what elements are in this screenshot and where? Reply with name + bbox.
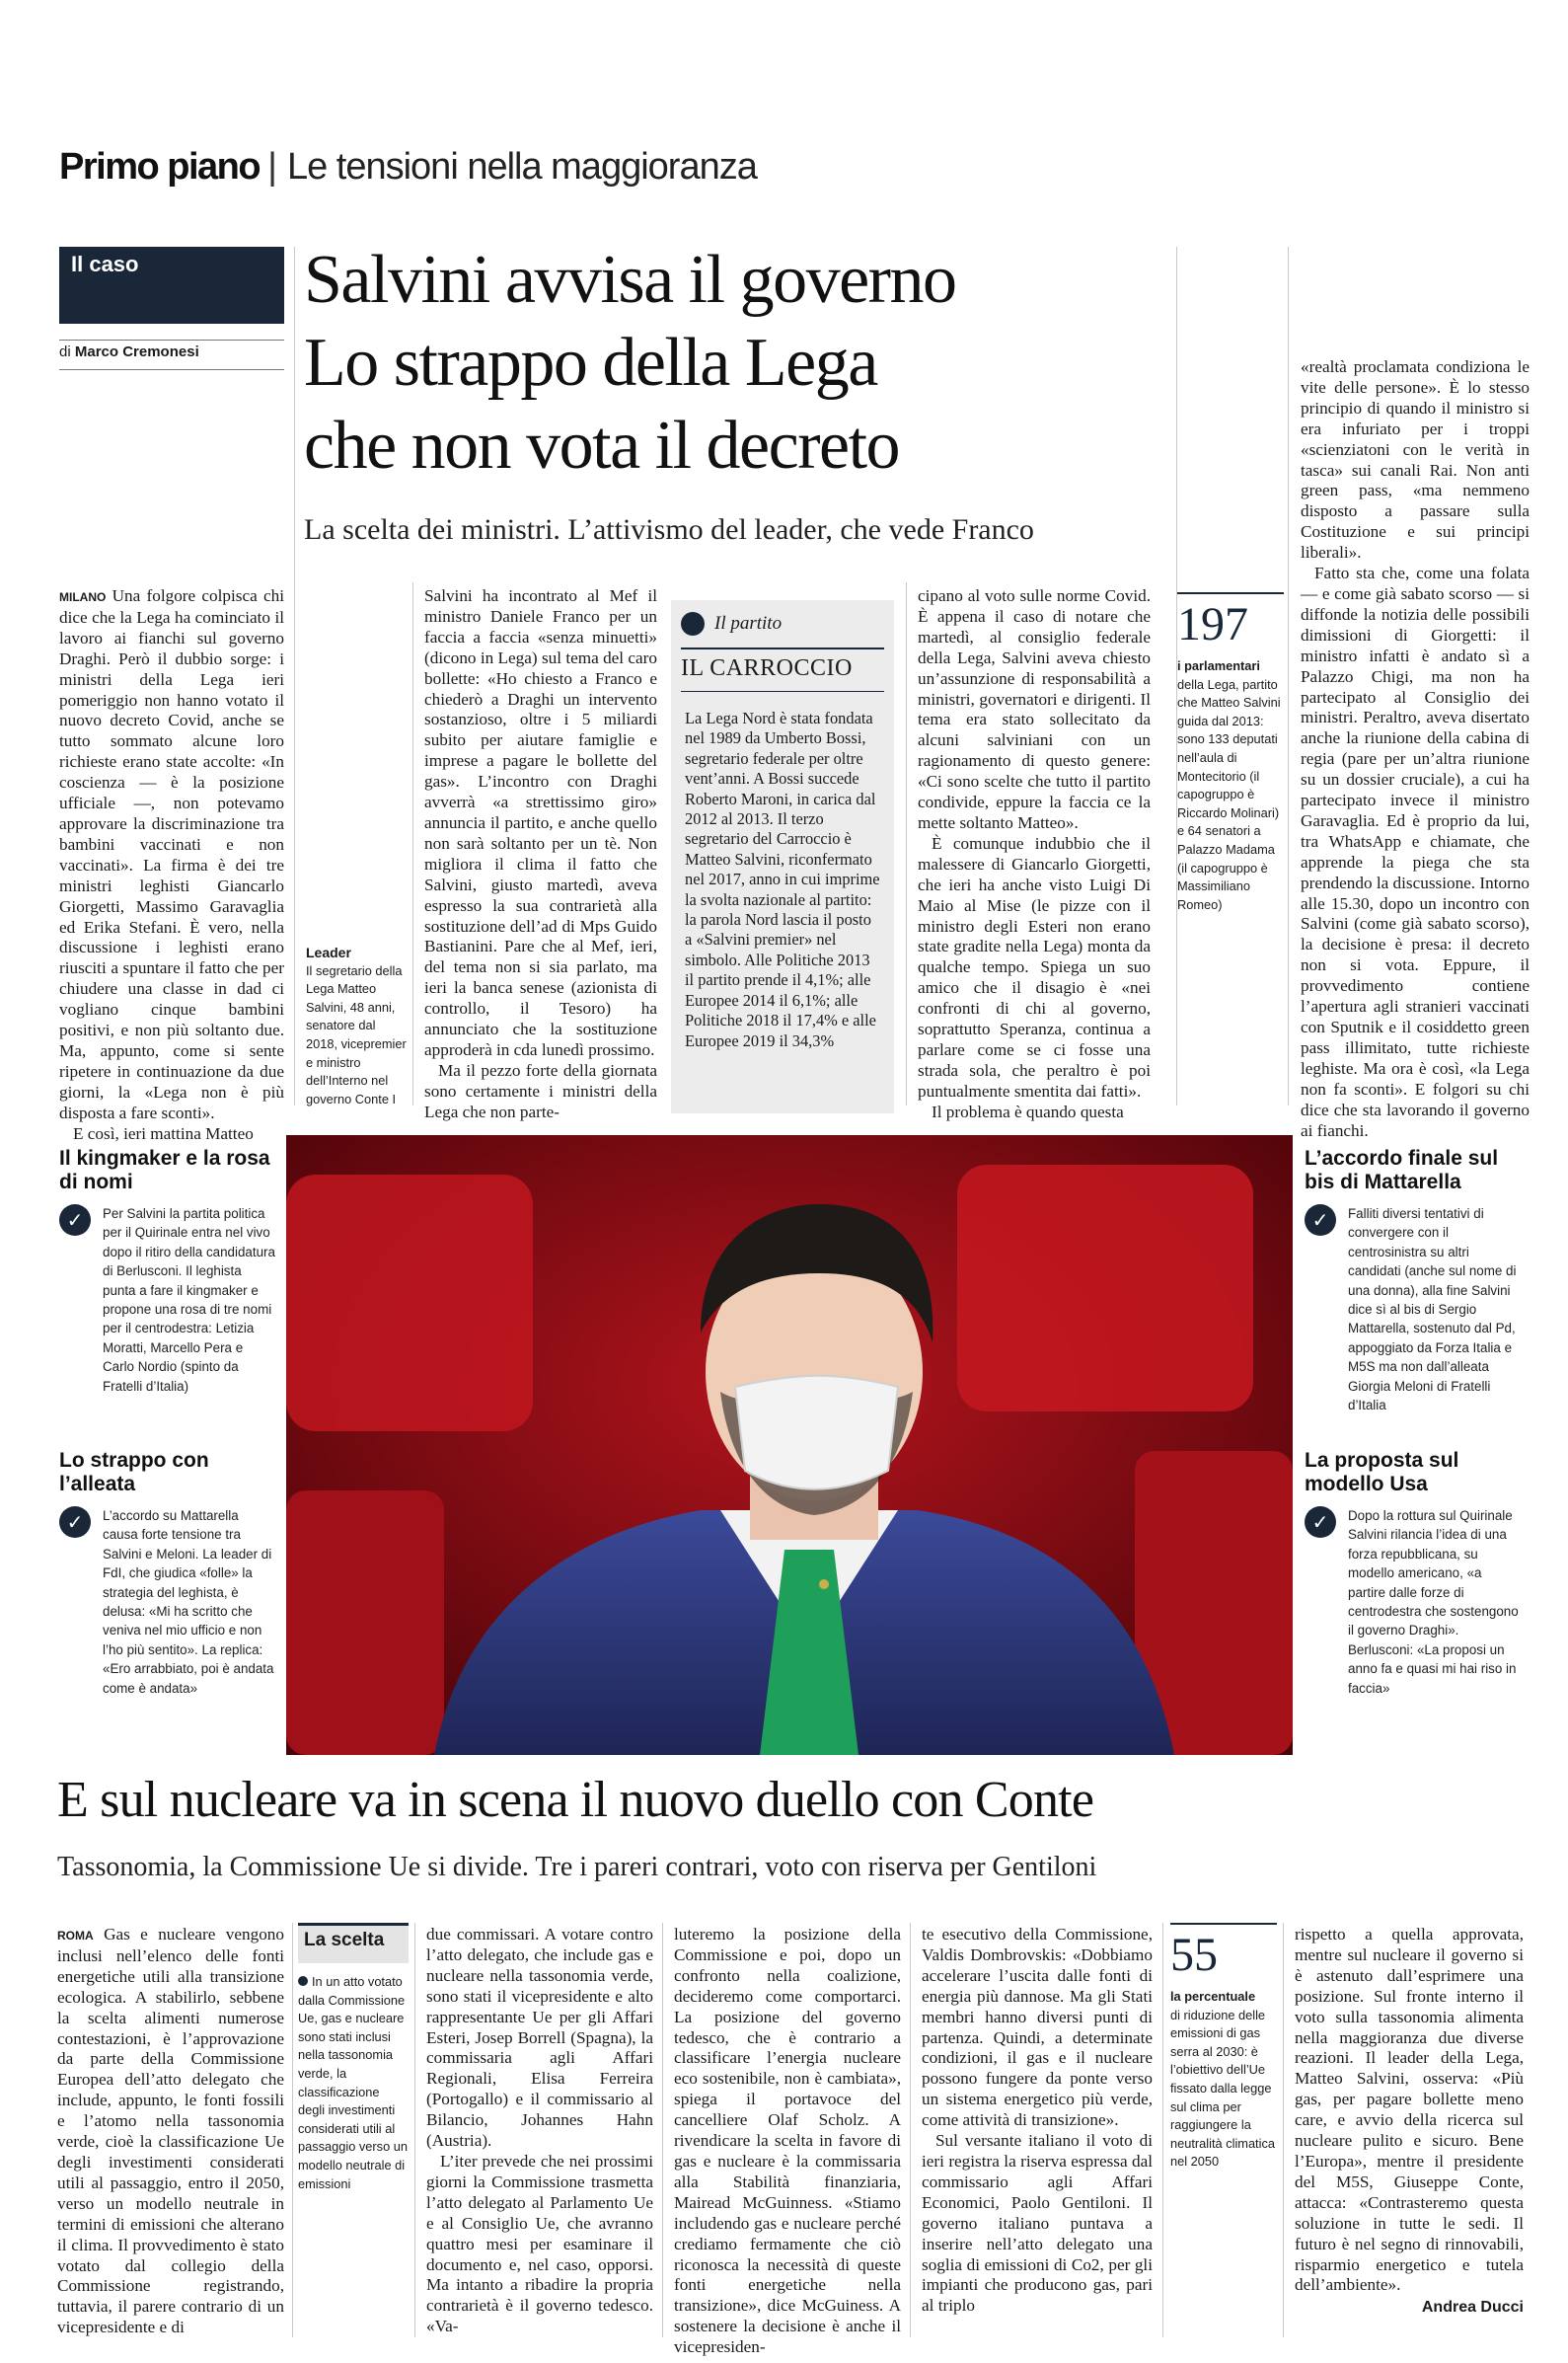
article2-column-3 — [674, 1925, 901, 2358]
stat-label: i parlamentari — [1177, 658, 1260, 673]
leader-caption-label: Leader — [306, 945, 351, 960]
main-headline — [304, 239, 1192, 488]
article2-col1-text: Gas e nucleare vengono inclusi nell’elenco delle fonti energetiche utili alla transizione ecologica. A stabilirlo, sebbene la scelta alimenti numerose contestazioni, è l’approvazione da parte della Commissione Europea dell’atto delegato che include, appunto, le fonti fossili e l’atomo nella tassonomia verde, cioè la classificazione Ue degli investimenti considerati utili al passaggio, entro il 2050, verso un modello neutrale in termini di emissioni che alterano il clima. Il provvedimento è stato votato dal collegio della Commissione registrando, tuttavia, il parere contrario di un vicepresidente e di — [57, 1925, 284, 2337]
article2-author: Andrea Ducci — [1421, 2299, 1524, 2317]
col-rule — [292, 1923, 293, 2337]
checkmark-icon: ✓ — [1305, 1506, 1336, 1538]
navy-dot-icon — [298, 1976, 308, 1986]
dateline: MILANO — [59, 590, 107, 604]
choice-title: La scelta — [304, 1930, 385, 1950]
stat-text: della Lega, partito che Matteo Salvini guida dal 2013: sono 133 deputati nell’aula di Montecitorio (il capogruppo è Riccardo Molinari) e 64 senatori a Palazzo Madama (il capogruppo è Massimiliano Romeo) — [1177, 676, 1281, 912]
col-rule — [1162, 1923, 1163, 2337]
party-kicker — [681, 612, 782, 636]
section-separator: | — [267, 146, 277, 188]
stat-rule — [1170, 1923, 1277, 1925]
col-rule — [294, 247, 295, 1105]
article2-dateline: ROMA — [57, 1929, 94, 1943]
article1-col1-end: E così, ieri mattina Matteo — [73, 1123, 254, 1143]
article2-subheadline: Tassonomia, la Commissione Ue si divide. Tre i pareri contrari, voto con riserva per Gentiloni — [57, 1852, 1097, 1882]
stat-number: 197 — [1177, 598, 1248, 650]
right-sidebar-title: La proposta sul modello Usa — [1305, 1449, 1459, 1495]
leader-caption-text: Il segretario della Lega Matteo Salvini, 48 anni, senatore dal 2018, vicepremier e ministro dell’Interno nel governo Conte I — [306, 962, 407, 1106]
article2-column-1 — [57, 1925, 284, 2338]
article1-col3-text: cipano al voto sulle norme Covid. È appena il caso di notare che martedì, al consiglio federale della Lega, Salvini aveva chiesto un’assunzione di responsabilità a ministri, governatori e dirigenti. Il tema era stato sollecitato da alcuni salviniani con un ragionamento di questo genere: «Ci sono scelte che tutto il partito condivide, eppure la faccia ce la mette soltanto Matteo». — [918, 586, 1151, 832]
article2-column-4 — [922, 1925, 1153, 2317]
right-sidebar-item — [1305, 1449, 1522, 1698]
headline-line-1: Salvini avvisa il governo — [304, 242, 956, 318]
right-sidebar-text: Dopo la rottura sul Quirinale Salvini rilancia l’idea di una forza repubblicana, su modello americano, «a partire dalle forze di centrodestra che sostengono il governo Draghi». Berlusconi: «La proposi un anno fa e quasi mi hai riso in faccia» — [1348, 1508, 1519, 1696]
choice-text: In un atto votato dalla Commissione Ue, gas e nucleare sono stati inclusi nella tassonomia verde, la classificazione degli investimenti considerati utili al passaggio verso un modello neutrale di emissioni — [298, 1974, 408, 2191]
article1-column-2 — [424, 586, 657, 1123]
checkmark-icon: ✓ — [1305, 1204, 1336, 1236]
party-title: IL CARROCCIO — [681, 655, 853, 681]
article1-column-3 — [918, 586, 1151, 1123]
salvini-photo — [286, 1135, 1293, 1755]
col-rule — [414, 1923, 415, 2337]
stat-55 — [1170, 1923, 1277, 2172]
kicker-box — [59, 247, 284, 324]
checkmark-icon: ✓ — [59, 1204, 91, 1236]
party-box — [671, 600, 894, 1113]
party-rule — [681, 691, 884, 692]
article1-col2-b: Ma il pezzo forte della giornata sono certamente i ministri della Lega che non parte- — [424, 1060, 657, 1121]
main-subheadline: La scelta dei ministri. L’attivismo del leader, che vede Franco — [304, 513, 1034, 546]
article1-col4-b: Fatto sta che, come una folata — e come già sabato scorso — si diffonde la notizia delle possibili dimissioni di Giorgetti: il ministro infatti è andato sì a Palazzo Chigi, ma non ha partecipato al Consiglio dei ministri. Peraltro, aveva disertato anche la riunione della cabina di regia (pare per un’altra riunione su un dossier cruciale), a cui ha partecipato invece il ministro Garavaglia. Ed è proprio da lui, tra WhatsApp e chiamate, che apprende la piega che sta prendendo la discussione. Intorno alle 15.30, dopo un incontro con Salvini (come già sabato scorso), la decisione è presa: il decreto non si vota. Eppure, il provvedimento contiene l’apertura agli stranieri vaccinati con Sputnik e il cosiddetto green pass illimitato, tutte richieste leghiste. Ma ora è così, «la Lega non fa sconti». E folgori su chi dice che sta lavorando il governo ai fianchi. — [1301, 564, 1530, 1140]
byline-prefix: di — [59, 343, 71, 360]
article1-col3-end: Il problema è quando questa — [932, 1102, 1124, 1121]
col-rule — [906, 582, 907, 1105]
party-kicker-label: Il partito — [714, 613, 783, 634]
choice-title-bar — [298, 1923, 409, 1963]
right-sidebar-item — [1305, 1147, 1522, 1414]
col-rule — [662, 1923, 663, 2337]
article1-col2-text: Salvini ha incontrato al Mef il ministro Daniele Franco per un faccia a faccia «senza minuetti» (dicono in Lega) sul tema del caro bollette: «Ho chiesto a Franco e chiederò a Draghi un intervento sostanzioso, oltre i 5 miliardi subito per aiutare famiglie e imprese a pagare le bollette del gas». L’incontro con Draghi avverrà «a strettissimo giro» annuncia il partito, e anche quello non sarà soltanto per un tè. Non migliora il clima il fatto che Salvini, giusto martedì, aveva espresso la sua contrarietà alla sostituzione dell’ad di Mps Guido Bastianini. Pare che al Mef, ieri, del tema non si sia parlato, ma ieri la banca senese (azionista di controllo, il Tesoro) ha annunciato che la sostituzione approderà in cda lunedì prossimo. — [424, 586, 657, 1059]
article2-column-5 — [1295, 1925, 1524, 2319]
stat-197 — [1177, 592, 1284, 914]
leader-caption — [306, 944, 409, 1108]
topic-label: Le tensioni nella maggioranza — [286, 146, 757, 188]
stat-number: 55 — [1170, 1929, 1218, 1981]
left-sidebar-item — [59, 1449, 276, 1698]
party-rule — [681, 648, 884, 649]
right-sidebar-text: Falliti diversi tentativi di convergere con il centrosinistra su altri candidati (anche sul nome di una donna), alla fine Salvini dice sì al bis di Sergio Mattarella, sostenuto dal Pd, appoggiato da Forza Italia e M5S ma non dall’alleata Giorgia Meloni di Fratelli d’Italia — [1348, 1206, 1517, 1413]
party-text: La Lega Nord è stata fondata nel 1989 da Umberto Bossi, segretario federale per oltre vent’anni. A Bossi succede Roberto Maroni, in carica dal 2012 al 2013. Il terzo segretario del Carroccio è Matteo Salvini, riconfermato nel 2017, anno in cui imprime la svolta nazionale al partito: la parola Nord lascia il posto a «Salvini premier» nel simbolo. Alle Politiche 2013 il partito prende il 4,1%; alle Europee 2014 il 6,1%; alle Politiche 2018 il 17,4% e alle Europee 2019 il 34,3% — [685, 709, 880, 1050]
article1-col3-b: È comunque indubbio che il malessere di Giancarlo Giorgetti, che ieri ha anche visto Luigi Di Maio al Mise (le pizze con il ministro degli Esteri non erano state gradite nella Lega) monta da qualche tempo. Spiega un suo amico che il disagio è «nei confronti di chi al governo, soprattutto Speranza, continua a parlare come se ci fosse una strada sola, che peraltro è poi puntualmente smentita dai fatti». — [918, 833, 1151, 1101]
article2-column-2 — [426, 1925, 653, 2337]
article2-col5-text: rispetto a quella approvata, mentre sul nucleare il governo si è astenuto dall’esprimere una posizione. Sul fronte interno il voto sulla tassonomia alimenta nella maggioranza due diverse reazioni. Il leader della Lega, Matteo Salvini, osserva: «Più gas, per pagare bollette meno care, e avvio della ricerca sul nucleare pulito e sicuro. Bene l’Europa», mentre il presidente del M5S, Giuseppe Conte, attacca: «Contrasteremo questa soluzione in tutte le sedi. Il futuro è nel segno di rinnovabili, risparmio energetico e tutela dell’ambiente». — [1295, 1925, 1524, 2295]
section-label: Primo piano — [59, 146, 261, 188]
headline-line-2: Lo strappo della Lega — [304, 325, 877, 401]
byline-rule-top — [59, 340, 284, 341]
col-rule — [1283, 1923, 1284, 2337]
left-sidebar-title: Il kingmaker e la rosa di nomi — [59, 1147, 270, 1193]
article2-headline: E sul nucleare va in scena il nuovo duello con Conte — [57, 1772, 1094, 1828]
stat-label: la percentuale — [1170, 1989, 1256, 2004]
left-sidebar-item — [59, 1147, 276, 1396]
left-sidebar-text: Per Salvini la partita politica per il Quirinale entra nel vivo dopo il ritiro della candidatura di Berlusconi. Il leghista punta a fare il kingmaker e propone una rosa di tre nomi per il centrodestra: Letizia Moratti, Marcello Pera e Carlo Nordio (spinto da Fratelli d’Italia) — [103, 1206, 275, 1394]
article2-col2-text: due commissari. A votare contro l’atto delegato, che include gas e nucleare nella tassonomia verde, sono stati il vicepresidente e alto rappresentante Ue per gli Affari Esteri, Josep Borrell (Spagna), la commissaria agli Affari Regionali, Elisa Ferreira (Portogallo) e il commissario al Bilancio, Johannes Hahn (Austria). — [426, 1925, 653, 2151]
checkmark-icon: ✓ — [59, 1506, 91, 1538]
article1-col4-text: «realtà proclamata condiziona le vite delle persone». È lo stesso principio di quando il ministro si era infuriato per i troppi «scienziatoni con le verità in tasca» sui canali Rai. Non anti green pass, «ma nemmeno disposto a passare sulla Costituzione e sui principi liberali». — [1301, 357, 1530, 563]
article2-col3-text: luteremo la posizione della Commissione e poi, dopo un confronto nella coalizione, decideremo come comportarci. La posizione del governo tedesco, che è contrario a classificare l’energia nucleare eco sostenibile, non è cambiata», spiega il portavoce del cancelliere Olaf Scholz. A rivendicare la scelta in favore di gas e nucleare è la commissaria alla Stabilità finanziaria, Mairead McGuinness. «Stiamo includendo gas e nucleare perché crediamo fermamente che ciò riconosca la necessità di queste fonti energetiche nella transizione», dice McGuiness. A sostenere la decisione è anche il vicepresiden- — [674, 1925, 901, 2357]
article2-col4-b: Sul versante italiano il voto di ieri registra la riserva espressa dal commissario agli Affari Economici, Paolo Gentiloni. Il governo italiano puntava a inserire nell’atto delegato una soglia di emissioni di Co2, per gli impianti che producono gas, pari al triplo — [922, 2131, 1153, 2316]
photo-illustration — [286, 1135, 1293, 1755]
article1-col1-text: Una folgore colpisca chi dice che la Lega ha cominciato il lavoro ai fianchi sul governo Draghi. Però il dubbio sorge: i ministri della Lega ieri pomeriggio non hanno votato il nuovo decreto Covid, anche se tutto sommato alcune loro richieste erano state accolte: «In coscienza — è la posizione ufficiale —, non potevamo approvare la discriminazione tra bambini vaccinati e non vaccinati». La firma è dei tre ministri leghisti Giancarlo Giorgetti, Massimo Garavaglia ed Erika Stefani. È vero, nella discussione i leghisti erano riusciti a spuntare il fatto che per chiudere una classe in dad ci vogliano cinque bambini positivi, e non più soltanto due. Ma, appunto, come si sente ripetere in continuazione da due giorni, la «Lega non è più disposta a fare sconti». — [59, 586, 285, 1122]
article2-col2-b: L’iter prevede che nei prossimi giorni la Commissione trasmetta l’atto delegato al Parlamento Ue e al Consiglio Ue, che avranno quattro mesi per esaminare il documento e, nel caso, opporsi. Ma intanto a ribadire la propria contrarietà è il governo tedesco. «Va- — [426, 2151, 653, 2336]
left-sidebar-title: Lo strappo con l’alleata — [59, 1449, 209, 1495]
headline-line-3: che non vota il decreto — [304, 408, 900, 484]
byline-rule-bottom — [59, 369, 284, 370]
stat-rule — [1177, 592, 1284, 594]
section-header — [59, 146, 757, 195]
choice-text-wrap — [298, 1973, 409, 2193]
right-sidebar-title: L’accordo finale sul bis di Mattarella — [1305, 1147, 1499, 1193]
article1-column-4 — [1301, 357, 1530, 1141]
col-rule — [1288, 247, 1289, 1105]
article2-col4-text: te esecutivo della Commissione, Valdis Dombrovskis: «Dobbiamo accelerare l’uscita dalle fonti di energia più dannose. Ma gli Stati membri hanno diversi punti di partenza. Quindi, a determinate condizioni, il gas e il nucleare possono fungere da ponte verso un sistema energetico più verde, come attività di transizione». — [922, 1925, 1153, 2130]
stat-text: di riduzione delle emissioni di gas serra al 2030: è l’obiettivo dell’Ue fissato dalla legge sul clima per raggiungere la neutralità climatica nel 2050 — [1170, 2007, 1275, 2170]
article1-column-1 — [59, 586, 284, 1144]
col-rule — [412, 582, 413, 1105]
kicker-label: Il caso — [71, 252, 139, 276]
navy-dot-icon — [681, 612, 705, 636]
choice-box — [298, 1923, 409, 2193]
left-sidebar-text: L’accordo su Mattarella causa forte tensione tra Salvini e Meloni. La leader di FdI, che giudica «folle» la strategia del leghista, è delusa: «Mi ha scritto che veniva nel mio ufficio e non l’ho più sentito». La replica: «Ero arrabbiato, poi è andata come è andata» — [103, 1508, 274, 1696]
col-rule — [910, 1923, 911, 2337]
byline-author: Marco Cremonesi — [74, 343, 199, 360]
byline — [59, 343, 284, 360]
